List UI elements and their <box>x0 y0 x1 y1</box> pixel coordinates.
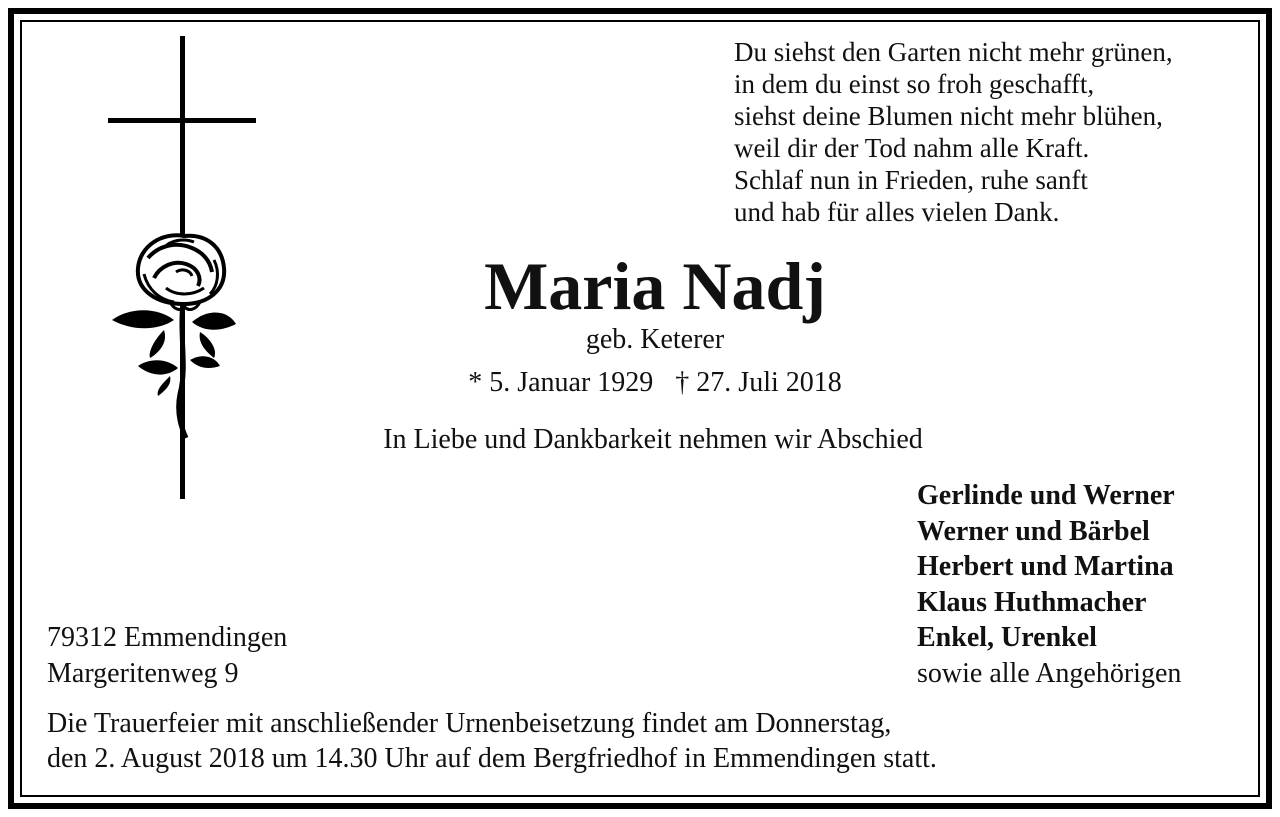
life-dates <box>420 366 890 400</box>
mourner-name: Enkel, Urenkel <box>917 622 1097 653</box>
poem-line: Du siehst den Garten nicht mehr grünen, <box>734 37 1173 67</box>
mourner-name: Gerlinde und Werner <box>917 480 1175 511</box>
address <box>47 620 287 691</box>
cross-with-rose-icon <box>104 34 264 504</box>
mourners-list <box>917 478 1181 691</box>
deceased-name: Maria Nadj <box>484 248 826 324</box>
address-city: 79312 Emmendingen <box>47 622 288 653</box>
mourner-name: Werner und Bärbel <box>917 515 1150 547</box>
poem-line: in dem du einst so froh geschafft, <box>734 69 1095 99</box>
farewell-text: In Liebe und Dankbarkeit nehmen wir Abschied <box>383 424 923 455</box>
birth-date: * 5. Januar 1929 <box>468 367 654 398</box>
mourners-closing: sowie alle Angehörigen <box>917 657 1182 689</box>
poem-line: siehst deine Blumen nicht mehr blühen, <box>734 101 1163 131</box>
poem <box>734 36 1173 228</box>
poem-line: Schlaf nun in Frieden, ruhe sanft <box>734 165 1088 195</box>
address-street: Margeritenweg 9 <box>47 657 239 689</box>
poem-line: weil dir der Tod nahm alle Kraft. <box>734 133 1090 163</box>
ceremony-info <box>47 706 937 776</box>
ceremony-line: Die Trauerfeier mit anschließender Urnenbeisetzung findet am Donnerstag, <box>47 708 892 739</box>
ceremony-line: den 2. August 2018 um 14.30 Uhr auf dem Bergfriedhof in Emmendingen statt. <box>47 743 937 774</box>
death-date: † 27. Juli 2018 <box>675 367 842 398</box>
mourner-name: Klaus Huthmacher <box>917 586 1147 618</box>
maiden-name: geb. Keterer <box>585 324 725 355</box>
poem-line: und hab für alles vielen Dank. <box>734 197 1060 227</box>
mourner-name: Herbert und Martina <box>917 551 1174 582</box>
